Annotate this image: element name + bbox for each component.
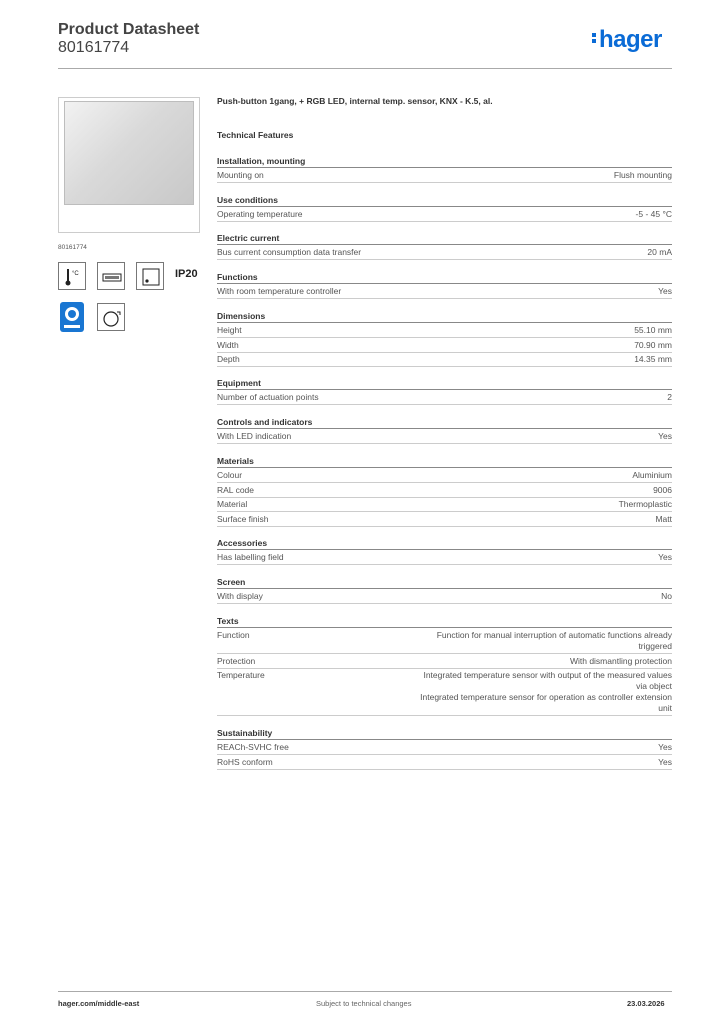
spec-value-line: Yes (658, 431, 672, 441)
spec-row (217, 757, 672, 770)
spec-value (372, 552, 672, 563)
spec-value-line: 14.35 mm (634, 354, 672, 364)
spec-label: Bus current consumption data transfer (217, 247, 362, 257)
spec-label: Has labelling field (217, 552, 284, 562)
spec-value (372, 247, 672, 258)
spec-value-line: Thermoplastic (618, 499, 672, 509)
ip-rating: IP20 (175, 268, 198, 280)
section-heading: Sustainability (217, 728, 672, 740)
spec-value (372, 485, 672, 496)
section-heading: Dimensions (217, 311, 672, 323)
spec-value-line: Yes (658, 742, 672, 752)
spec-label: Width (217, 339, 239, 350)
product-title: Push-button 1gang, + RGB LED, internal temp. sensor, KNX - K.5, al. (217, 96, 493, 106)
spec-row (217, 630, 672, 654)
spec-value (372, 340, 672, 351)
spec-row (217, 485, 672, 498)
spec-label: Temperature (217, 670, 265, 680)
spec-label: Function (217, 630, 250, 640)
footer-date: 23.03.2026 (627, 999, 665, 1008)
spec-value-line: Aluminium (632, 470, 672, 480)
section-heading: Functions (217, 272, 672, 284)
spec-label: Mounting on (217, 170, 264, 180)
spec-value (372, 742, 672, 753)
section-heading: Texts (217, 616, 672, 628)
spec-row (217, 354, 672, 367)
spec-label: With display (217, 591, 263, 601)
spec-label: Material (217, 499, 248, 509)
product-code: 80161774 (58, 39, 130, 56)
spec-value-line: Integrated temperature sensor with output of the measured values (423, 670, 672, 680)
spec-row (217, 325, 672, 338)
spec-value (372, 670, 672, 714)
spec-value-line: Yes (658, 756, 672, 767)
thermometer-icon (58, 262, 86, 290)
spec-value-line: via object (636, 681, 672, 691)
spec-value-line: Yes (658, 286, 672, 296)
spec-row (217, 499, 672, 512)
spec-value-line: With dismantling protection (569, 655, 672, 666)
footer-divider (58, 991, 672, 992)
spec-value (372, 470, 672, 481)
spec-label: With room temperature controller (217, 286, 342, 296)
page-title: Product Datasheet (58, 21, 200, 38)
spec-label: Colour (217, 470, 243, 480)
spec-value (372, 286, 672, 297)
spec-row (217, 286, 672, 299)
header-divider (58, 68, 672, 69)
spec-value (372, 591, 672, 602)
spec-row (217, 552, 672, 565)
spec-row (217, 340, 672, 353)
spec-value-line: -5 - 45 °C (635, 209, 672, 219)
spec-value-line: No (661, 591, 672, 601)
technical-features-heading: Technical Features (217, 130, 294, 140)
svg-text:°C: °C (72, 271, 79, 277)
section-heading: Equipment (217, 378, 672, 390)
spec-row (217, 392, 672, 405)
footer-note: Subject to technical changes (316, 999, 412, 1008)
spec-row (217, 170, 672, 183)
spec-row (217, 514, 672, 527)
spec-value (372, 514, 672, 525)
spec-value-line: 55.10 mm (634, 325, 672, 335)
spec-value-line: 20 mA (647, 247, 672, 257)
spec-label: RoHS conform (217, 756, 273, 767)
spec-label: Protection (217, 655, 256, 666)
section-heading: Use conditions (217, 195, 672, 207)
spec-row (217, 209, 672, 222)
spec-label: Height (217, 325, 242, 335)
spec-row (217, 742, 672, 755)
bus-device-icon (97, 262, 125, 290)
spec-value (372, 656, 672, 667)
spec-value-line: 70.90 mm (634, 339, 672, 350)
image-caption: 80161774 (58, 244, 87, 251)
spec-value-line: Yes (658, 552, 672, 562)
spec-row (217, 247, 672, 260)
footer-website: hager.com/middle-east (58, 999, 140, 1008)
spec-value-line: Integrated temperature sensor for operation as controller extension (420, 692, 672, 702)
spec-value-line: Flush mounting (613, 170, 672, 180)
spec-value (372, 209, 672, 220)
spec-value (372, 431, 672, 442)
spec-label: Number of actuation points (217, 392, 319, 402)
spec-value (372, 630, 672, 652)
spec-label: Operating temperature (217, 209, 303, 219)
section-heading: Controls and indicators (217, 417, 672, 429)
spec-value (372, 325, 672, 336)
product-image (58, 97, 200, 233)
spec-value-line: unit (658, 703, 672, 713)
spec-row (217, 431, 672, 444)
spec-row (217, 470, 672, 483)
section-heading: Materials (217, 456, 672, 468)
spec-label: RAL code (217, 484, 255, 495)
hager-logo: hager (592, 26, 662, 54)
spec-row (217, 670, 672, 716)
spec-value-line: triggered (638, 641, 672, 651)
section-heading: Electric current (217, 233, 672, 245)
spec-value (372, 392, 672, 403)
spec-row (217, 591, 672, 604)
spec-value-line: Matt (655, 513, 672, 524)
spec-row (217, 656, 672, 669)
spec-value-line: 9006 (653, 484, 672, 495)
spec-label: Depth (217, 354, 240, 364)
section-heading: Accessories (217, 538, 672, 550)
spec-value (372, 757, 672, 768)
spec-label: With LED indication (217, 431, 292, 441)
spec-value (372, 354, 672, 365)
spec-value-line: Function for manual interruption of automatic functions already (436, 630, 672, 640)
spec-value-line: 2 (667, 392, 672, 402)
energy-label-icon (58, 302, 86, 330)
spec-value (372, 499, 672, 510)
rotation-icon (97, 303, 125, 331)
spec-value (372, 170, 672, 181)
section-heading: Screen (217, 577, 672, 589)
spec-label: Surface finish (217, 513, 269, 524)
push-button-icon (136, 262, 164, 290)
section-heading: Installation, mounting (217, 156, 672, 168)
spec-label: REACh-SVHC free (217, 742, 289, 752)
